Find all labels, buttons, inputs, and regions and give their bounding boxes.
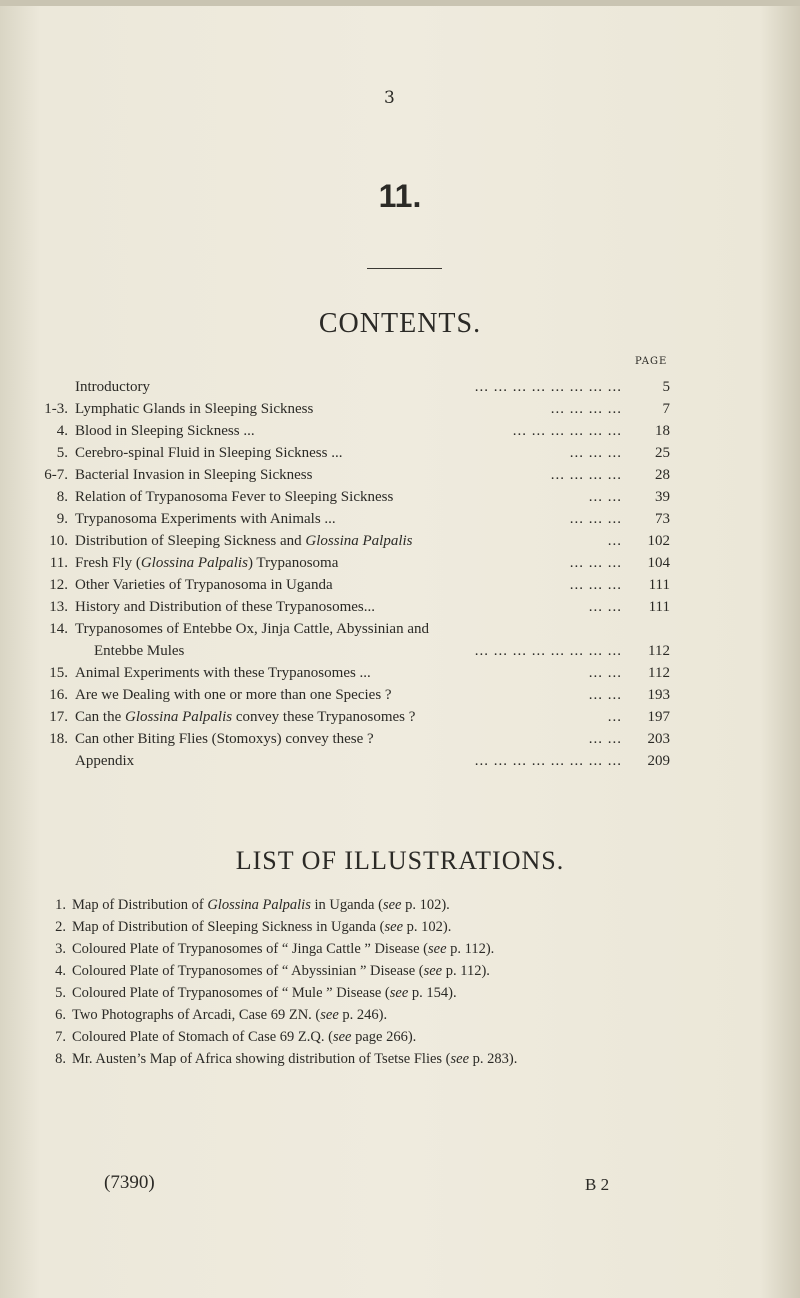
section-number: 11.	[378, 178, 422, 214]
toc-leader-dots: ... ... ... ...	[550, 467, 622, 483]
toc-number: 13.	[49, 599, 68, 615]
toc-title: Distribution of Sleeping Sickness and Glossina Palpalis	[75, 533, 413, 549]
toc-title: Can the Glossina Palpalis convey these Trypanosomes ?	[75, 709, 416, 725]
toc-number: 14.	[49, 621, 68, 637]
footer-print-code: (7390)	[104, 1172, 155, 1193]
illustration-text: Coloured Plate of Trypanosomes of “ Abyssinian ” Disease (see p. 112).	[72, 963, 490, 979]
illustration-item	[40, 1026, 760, 1048]
illustrations-title: LIST OF ILLUSTRATIONS.	[235, 846, 565, 875]
toc-title: Appendix	[75, 753, 135, 769]
toc-row	[30, 684, 670, 706]
toc-page-number: 39	[655, 489, 670, 505]
toc-title-italic: Glossina Palpalis	[125, 709, 233, 725]
illustration-item	[40, 916, 760, 938]
illustration-text: Coloured Plate of Trypanosomes of “ Jinga Cattle ” Disease (see p. 112).	[72, 941, 495, 957]
toc-number: 5.	[56, 445, 68, 461]
toc-title: Lymphatic Glands in Sleeping Sickness	[75, 401, 314, 417]
toc-title: Cerebro-spinal Fluid in Sleeping Sickness ...	[75, 445, 343, 461]
toc-page-number: 209	[647, 753, 670, 769]
toc-row	[30, 398, 670, 420]
illustration-number: 1.	[55, 897, 66, 913]
toc-row	[30, 596, 670, 618]
illustration-text: Mr. Austen’s Map of Africa showing distribution of Tsetse Flies (see p. 283).	[72, 1051, 518, 1067]
toc-row	[30, 574, 670, 596]
see-reference: see	[384, 919, 404, 935]
illustration-text: Two Photographs of Arcadi, Case 69 ZN. (see p. 246).	[72, 1007, 388, 1023]
toc-page-number: 102	[647, 533, 670, 549]
footer-signature: B 2	[585, 1175, 610, 1194]
toc-title: Are we Dealing with one or more than one Species ?	[75, 687, 392, 703]
toc-leader-dots: ... ... ... ... ... ... ... ...	[474, 753, 622, 769]
toc-number: 4.	[56, 423, 68, 439]
toc-leader-dots: ... ... ...	[569, 511, 622, 527]
toc-leader-dots: ...	[607, 709, 622, 725]
toc-leader-dots: ... ...	[588, 489, 622, 505]
table-of-contents	[30, 376, 670, 772]
toc-title: Bacterial Invasion in Sleeping Sickness	[75, 467, 313, 483]
see-reference: see	[450, 1051, 470, 1067]
illustration-item	[40, 960, 760, 982]
see-reference: see	[423, 963, 443, 979]
toc-page-number: 7	[662, 401, 670, 417]
toc-leader-dots: ... ... ...	[569, 445, 622, 461]
illustration-item	[40, 982, 760, 1004]
illustration-item	[40, 1048, 760, 1070]
toc-leader-dots: ... ...	[588, 731, 622, 747]
toc-title: Trypanosoma Experiments with Animals ...	[75, 511, 336, 527]
toc-title: Relation of Trypanosoma Fever to Sleeping Sickness	[75, 489, 394, 505]
toc-leader-dots: ... ... ... ...	[550, 401, 622, 417]
toc-row	[30, 508, 670, 530]
toc-row	[30, 706, 670, 728]
page-edge	[0, 0, 800, 6]
toc-leader-dots: ... ...	[588, 665, 622, 681]
toc-page-number: 112	[648, 665, 670, 681]
illustration-item	[40, 1004, 760, 1026]
see-reference: see	[389, 985, 409, 1001]
toc-page-number: 197	[647, 709, 670, 725]
toc-title: Entebbe Mules	[94, 643, 185, 659]
toc-leader-dots: ...	[607, 533, 622, 549]
toc-leader-dots: ... ...	[588, 687, 622, 703]
toc-title: Blood in Sleeping Sickness ...	[75, 423, 255, 439]
toc-title: Fresh Fly (Glossina Palpalis) Trypanosoma	[75, 555, 339, 571]
toc-row	[30, 552, 670, 574]
see-reference: see	[320, 1007, 339, 1023]
toc-row	[30, 640, 670, 662]
illustration-number: 7.	[55, 1029, 66, 1045]
page-number: 3	[384, 88, 395, 108]
illustration-item	[40, 938, 760, 960]
toc-title: Other Varieties of Trypanosoma in Uganda	[75, 577, 333, 593]
toc-title: Can other Biting Flies (Stomoxys) convey these ?	[75, 731, 374, 747]
toc-number: 16.	[49, 687, 68, 703]
toc-number: 18.	[49, 731, 68, 747]
toc-number: 1-3.	[44, 401, 68, 417]
see-reference: see	[332, 1029, 352, 1045]
toc-page-number: 112	[648, 643, 670, 659]
illustration-number: 6.	[55, 1007, 66, 1023]
illustration-item	[40, 894, 760, 916]
toc-number: 10.	[49, 533, 68, 549]
illustration-italic: Glossina Palpalis	[207, 897, 311, 913]
toc-title: History and Distribution of these Trypanosomes...	[75, 599, 375, 615]
toc-title: Introductory	[75, 379, 150, 395]
illustration-number: 2.	[55, 919, 66, 935]
toc-leader-dots: ... ...	[588, 599, 622, 615]
toc-number: 6-7.	[44, 467, 68, 483]
toc-row	[30, 420, 670, 442]
illustration-text: Map of Distribution of Glossina Palpalis in Uganda (see p. 102).	[72, 897, 450, 913]
toc-page-number: 111	[648, 599, 670, 615]
toc-page-number: 25	[655, 445, 670, 461]
divider-rule	[367, 268, 442, 269]
toc-leader-dots: ... ... ... ... ... ... ... ...	[474, 643, 622, 659]
toc-page-number: 28	[655, 467, 670, 483]
toc-page-number: 104	[647, 555, 670, 571]
toc-page-number: 5	[662, 379, 670, 395]
toc-leader-dots: ... ... ...	[569, 577, 622, 593]
illustration-text: Map of Distribution of Sleeping Sickness in Uganda (see p. 102).	[72, 919, 452, 935]
toc-leader-dots: ... ... ... ... ... ... ... ...	[474, 379, 622, 395]
toc-page-number: 111	[648, 577, 670, 593]
toc-number: 15.	[49, 665, 68, 681]
illustration-number: 4.	[55, 963, 66, 979]
illustration-text: Coloured Plate of Trypanosomes of “ Mule ” Disease (see p. 154).	[72, 985, 457, 1001]
toc-row	[30, 376, 670, 398]
toc-number: 17.	[49, 709, 68, 725]
toc-row	[30, 486, 670, 508]
toc-page-number: 73	[655, 511, 670, 527]
toc-title-italic: Glossina Palpalis	[305, 533, 413, 549]
toc-number: 9.	[56, 511, 68, 527]
toc-row	[30, 662, 670, 684]
page-column-header: PAGE	[635, 356, 668, 367]
illustration-number: 5.	[55, 985, 66, 1001]
toc-leader-dots: ... ... ... ... ... ...	[512, 423, 622, 439]
toc-row	[30, 530, 670, 552]
toc-title: Animal Experiments with these Trypanosomes ...	[75, 665, 371, 681]
see-reference: see	[382, 897, 402, 913]
toc-page-number: 193	[647, 687, 670, 703]
illustration-number: 3.	[55, 941, 66, 957]
toc-leader-dots: ... ... ...	[569, 555, 622, 571]
toc-row	[30, 750, 670, 772]
toc-number: 8.	[56, 489, 68, 505]
illustration-number: 8.	[55, 1051, 66, 1067]
illustrations-list	[40, 894, 760, 1070]
see-reference: see	[428, 941, 447, 957]
toc-row	[30, 464, 670, 486]
toc-page-number: 18	[655, 423, 670, 439]
toc-number: 12.	[49, 577, 68, 593]
toc-title: Trypanosomes of Entebbe Ox, Jinja Cattle, Abyssinian and	[75, 621, 429, 637]
toc-number: 11.	[49, 555, 68, 571]
contents-title: CONTENTS.	[318, 308, 482, 339]
illustration-text: Coloured Plate of Stomach of Case 69 Z.Q. (see page 266).	[72, 1029, 417, 1045]
toc-row	[30, 618, 670, 640]
toc-page-number: 203	[647, 731, 670, 747]
toc-row	[30, 442, 670, 464]
toc-row	[30, 728, 670, 750]
toc-title-italic: Glossina Palpalis	[140, 555, 248, 571]
